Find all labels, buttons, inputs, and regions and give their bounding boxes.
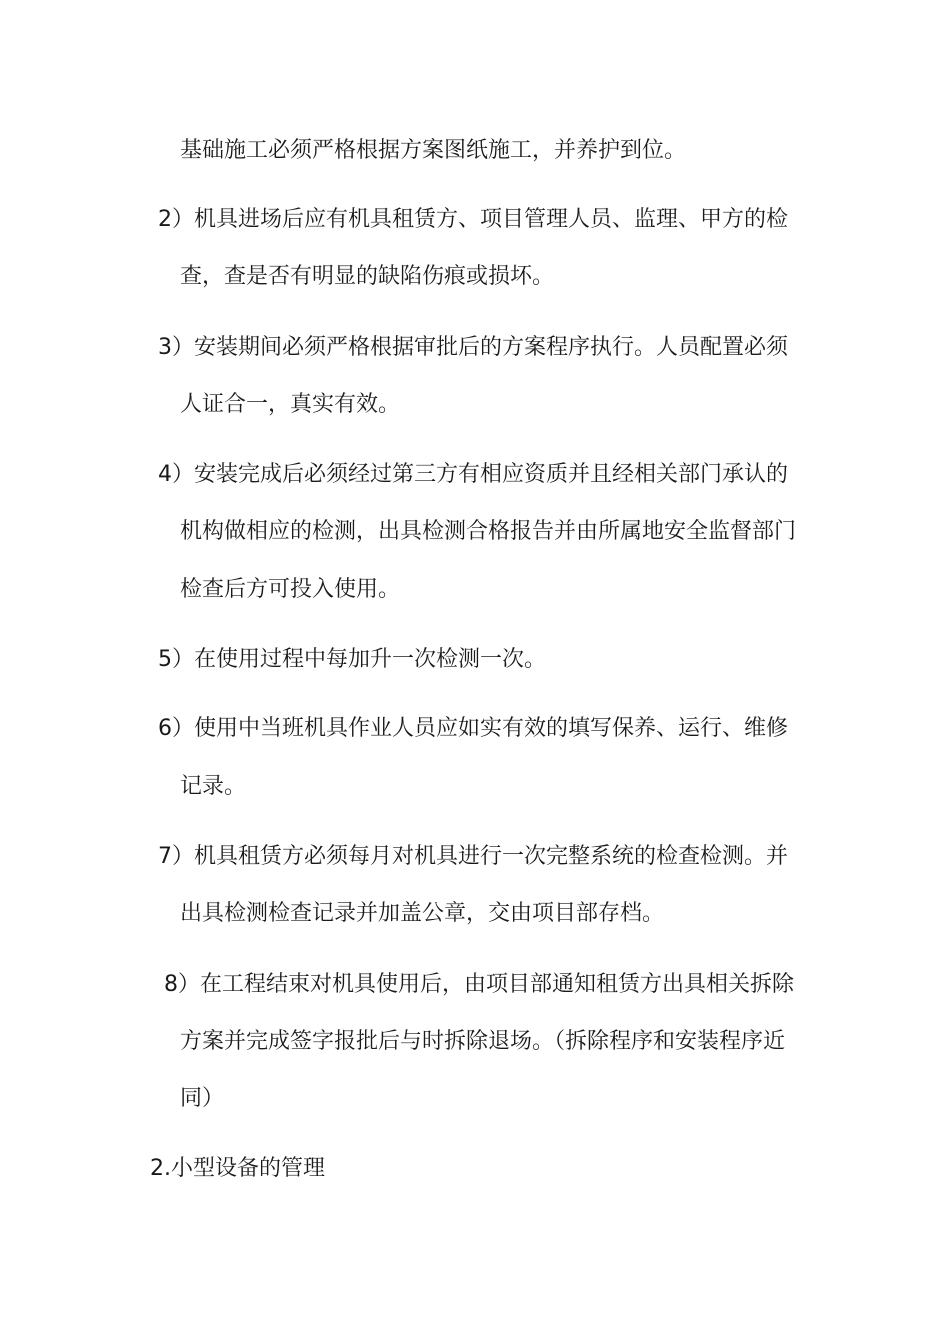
list-item-8-line-2: 方案并完成签字报批后与时拆除退场。（拆除程序和安装程序近 — [180, 1029, 786, 1054]
list-item-7-line-2: 出具检测检查记录并加盖公章，交由项目部存档。 — [180, 901, 665, 926]
list-item-3-line-2: 人证合一，真实有效。 — [180, 392, 401, 417]
list-item-6-line-2: 记录。 — [180, 774, 247, 799]
list-item-8-line-3: 同） — [180, 1086, 225, 1111]
list-item-6-line-1: 6）使用中当班机具作业人员应如实有效的填写保养、运行、维修 — [158, 716, 788, 741]
paragraph-continuation: 基础施工必须严格根据方案图纸施工，并养护到位。 — [180, 138, 687, 163]
list-item-3-line-1: 3）安装期间必须严格根据审批后的方案程序执行。人员配置必须 — [158, 335, 788, 360]
list-item-7-line-1: 7）机具租赁方必须每月对机具进行一次完整系统的检查检测。并 — [158, 844, 788, 869]
list-item-4-line-3: 检查后方可投入使用。 — [180, 577, 401, 602]
section-heading: 2.小型设备的管理 — [150, 1156, 325, 1181]
list-item-4-line-1: 4）安装完成后必须经过第三方有相应资质并且经相关部门承认的 — [158, 462, 788, 487]
list-item-2-line-1: 2）机具进场后应有机具租赁方、项目管理人员、监理、甲方的检 — [158, 207, 788, 232]
list-item-8-line-1: 8）在工程结束对机具使用后，由项目部通知租赁方出具相关拆除 — [164, 972, 794, 997]
list-item-2-line-2: 查，查是否有明显的缺陷伤痕或损坏。 — [180, 264, 555, 289]
list-item-5-line-1: 5）在使用过程中每加升一次检测一次。 — [158, 647, 546, 672]
list-item-4-line-2: 机构做相应的检测，出具检测合格报告并由所属地安全监督部门 — [180, 519, 797, 544]
